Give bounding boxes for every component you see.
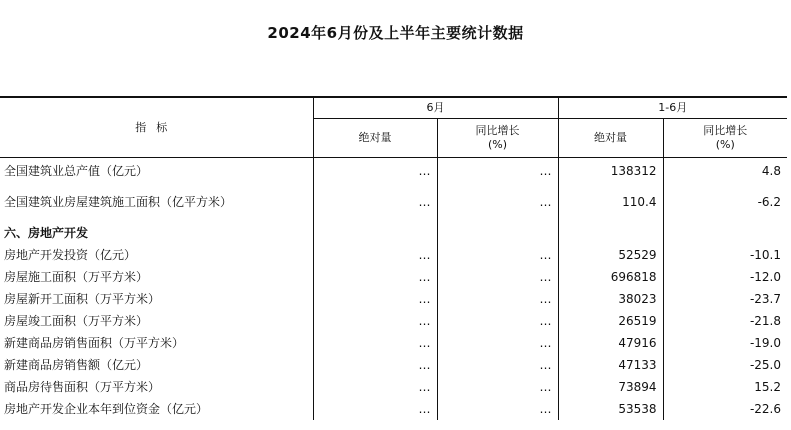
table-row <box>0 354 787 376</box>
table-row <box>0 288 787 310</box>
table-row <box>0 244 787 266</box>
h1-yoy-cell: -6.2 <box>757 194 781 209</box>
h1-yoy-cell: -19.0 <box>749 336 781 350</box>
row-label: 房地产开发企业本年到位资金（亿元） <box>0 398 313 420</box>
h1-absolute-cell: 73894 <box>558 376 663 398</box>
june-yoy-cell: … <box>437 182 558 222</box>
row-label: 新建商品房销售面积（万平方米） <box>0 332 313 354</box>
june-yoy-cell: … <box>437 158 558 183</box>
h1-yoy-cell: 15.2 <box>754 380 781 394</box>
row-label: 全国建筑业总产值（亿元） <box>0 158 313 183</box>
h1-yoy-cell: -21.8 <box>749 314 781 328</box>
h1-period-header: 1-6月 <box>558 97 787 119</box>
june-yoy-cell: … <box>437 376 558 398</box>
table-row <box>0 310 787 332</box>
h1-yoy-header <box>663 119 787 158</box>
statistics-table <box>0 96 787 420</box>
june-absolute-cell: … <box>313 398 437 420</box>
h1-yoy-cell <box>663 222 787 244</box>
june-yoy-cell: … <box>437 354 558 376</box>
row-label: 房屋竣工面积（万平方米） <box>0 310 313 332</box>
june-yoy-cell: … <box>437 266 558 288</box>
june-yoy-cell: … <box>437 332 558 354</box>
h1-absolute-cell: 47133 <box>558 354 663 376</box>
h1-yoy-cell: 4.8 <box>761 164 781 178</box>
section-row <box>0 222 787 244</box>
h1-yoy-label: 同比增长 <box>703 124 748 137</box>
row-label: 房屋施工面积（万平方米） <box>0 266 313 288</box>
june-yoy-cell <box>437 222 558 244</box>
h1-yoy-cell: -25.0 <box>749 358 781 372</box>
june-yoy-cell: … <box>437 310 558 332</box>
table-row <box>0 398 787 420</box>
h1-absolute-cell: 47916 <box>558 332 663 354</box>
june-absolute-cell: … <box>313 288 437 310</box>
h1-yoy-cell: -10.1 <box>749 248 781 262</box>
h1-absolute-cell: 38023 <box>558 288 663 310</box>
june-yoy-cell: … <box>437 398 558 420</box>
row-label: 房地产开发投资（亿元） <box>0 244 313 266</box>
june-absolute-cell: … <box>313 310 437 332</box>
h1-absolute-label: 绝对量 <box>594 131 627 144</box>
h1-yoy-cell: -22.6 <box>749 402 781 416</box>
june-yoy-label: 同比增长 <box>475 124 520 137</box>
june-absolute-label: 绝对量 <box>358 131 392 144</box>
june-yoy-header <box>437 119 558 158</box>
june-yoy-cell: … <box>437 288 558 310</box>
june-absolute-cell: … <box>313 376 437 398</box>
h1-yoy-unit: (%) <box>715 138 735 151</box>
h1-absolute-cell: 138312 <box>558 158 663 183</box>
table-row <box>0 266 787 288</box>
june-absolute-cell: … <box>313 244 437 266</box>
june-absolute-cell: … <box>313 266 437 288</box>
row-label: 新建商品房销售额（亿元） <box>0 354 313 376</box>
june-absolute-cell: … <box>313 158 437 183</box>
june-yoy-cell: … <box>437 244 558 266</box>
h1-yoy-cell: -12.0 <box>749 270 781 284</box>
row-label: 房屋新开工面积（万平方米） <box>0 288 313 310</box>
h1-absolute-cell: 110.4 <box>558 182 663 222</box>
h1-absolute-cell: 52529 <box>558 244 663 266</box>
june-absolute-cell: … <box>313 332 437 354</box>
table-row <box>0 158 787 183</box>
june-absolute-cell: … <box>313 182 437 222</box>
h1-yoy-cell: -23.7 <box>749 292 781 306</box>
table-row <box>0 182 787 222</box>
table-header <box>0 97 787 158</box>
june-yoy-unit: (%) <box>487 138 508 151</box>
h1-absolute-header <box>558 119 663 158</box>
june-absolute-cell <box>313 222 437 244</box>
june-absolute-cell: … <box>313 354 437 376</box>
june-absolute-header <box>313 119 437 158</box>
h1-absolute-cell <box>558 222 663 244</box>
document-title: 2024年6月份及上半年主要统计数据 <box>267 24 524 42</box>
row-label: 商品房待售面积（万平方米） <box>0 376 313 398</box>
table-row <box>0 376 787 398</box>
h1-absolute-cell: 53538 <box>558 398 663 420</box>
indicator-column-header: 指标 <box>0 97 313 158</box>
h1-absolute-cell: 696818 <box>558 266 663 288</box>
section-label: 六、房地产开发 <box>0 222 313 244</box>
table-row <box>0 332 787 354</box>
h1-absolute-cell: 26519 <box>558 310 663 332</box>
row-label: 全国建筑业房屋建筑施工面积（亿平方米） <box>0 182 313 222</box>
table-body <box>0 158 787 421</box>
june-period-header: 6月 <box>313 97 558 119</box>
